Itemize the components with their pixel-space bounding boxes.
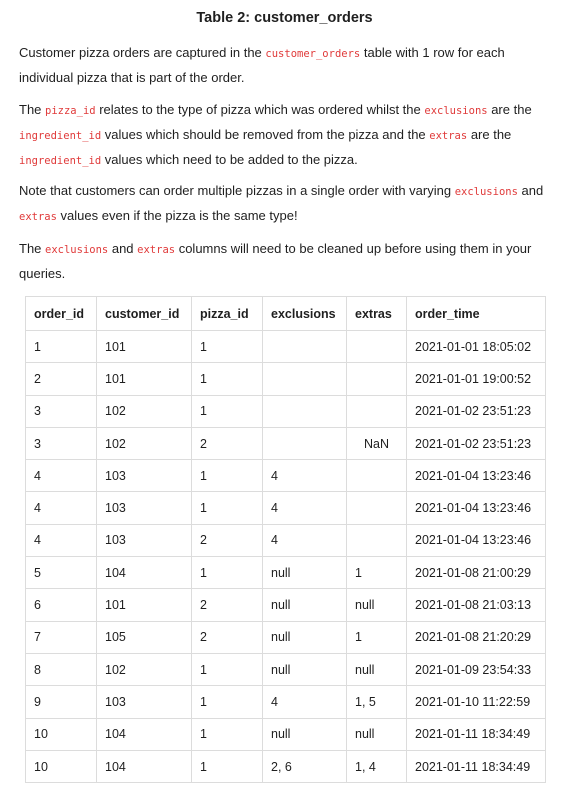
exclusions-cell (263, 363, 347, 395)
extras-cell: null (347, 718, 407, 750)
exclusions-cell: 4 (263, 492, 347, 524)
order-time-cell: 2021-01-04 13:23:46 (407, 460, 546, 492)
exclusions-cell (263, 395, 347, 427)
customer-id-cell: 102 (97, 395, 192, 427)
table-body (26, 331, 546, 783)
inline-code: exclusions (45, 244, 109, 256)
customer-id-cell: 101 (97, 589, 192, 621)
exclusions-cell: null (263, 589, 347, 621)
extras-cell: 1 (347, 621, 407, 653)
pizza-id-cell: 1 (192, 557, 263, 589)
inline-code: pizza_id (45, 105, 96, 117)
table-row (26, 718, 546, 750)
order-id-cell: 4 (26, 492, 97, 524)
pizza-id-cell: 2 (192, 621, 263, 653)
order-id-cell: 10 (26, 718, 97, 750)
extras-cell: 1 (347, 557, 407, 589)
customer-id-cell: 103 (97, 686, 192, 718)
text: relates to the type of pizza which was ordered whilst the (95, 102, 425, 117)
text: values which need to be added to the pizza. (101, 152, 358, 167)
inline-code: ingredient_id (19, 130, 102, 142)
inline-code: customer_orders (265, 48, 361, 60)
text: values which should be removed from the pizza and the (101, 127, 430, 142)
extras-cell (347, 460, 407, 492)
column-header: exclusions (263, 297, 347, 331)
customer-id-cell: 104 (97, 750, 192, 782)
table-row (26, 395, 546, 427)
inline-code: exclusions (424, 105, 488, 117)
pizza-id-cell: 1 (192, 718, 263, 750)
column-header: customer_id (97, 297, 192, 331)
text: are the (467, 127, 512, 142)
order-time-cell: 2021-01-02 23:51:23 (407, 395, 546, 427)
customer-id-cell: 102 (97, 653, 192, 685)
inline-code: exclusions (454, 186, 518, 198)
table-row (26, 750, 546, 782)
order-time-cell: 2021-01-08 21:20:29 (407, 621, 546, 653)
pizza-id-cell: 1 (192, 750, 263, 782)
order-id-cell: 2 (26, 363, 97, 395)
table-row (26, 460, 546, 492)
order-time-cell: 2021-01-01 18:05:02 (407, 331, 546, 363)
pizza-id-cell: 2 (192, 524, 263, 556)
text: and (108, 241, 138, 256)
exclusions-cell: null (263, 557, 347, 589)
order-id-cell: 4 (26, 524, 97, 556)
text: values even if the pizza is the same type! (56, 208, 298, 223)
table-row (26, 492, 546, 524)
order-id-cell: 9 (26, 686, 97, 718)
table-row (26, 621, 546, 653)
extras-cell: 1, 4 (347, 750, 407, 782)
text: Customer pizza orders are captured in the (19, 45, 266, 60)
order-time-cell: 2021-01-04 13:23:46 (407, 492, 546, 524)
pizza-id-cell: 1 (192, 686, 263, 718)
pizza-id-cell: 1 (192, 331, 263, 363)
customer-id-cell: 101 (97, 363, 192, 395)
extras-cell (347, 524, 407, 556)
extras-cell: null (347, 589, 407, 621)
order-time-cell: 2021-01-01 19:00:52 (407, 363, 546, 395)
order-id-cell: 8 (26, 653, 97, 685)
text: columns will need to be cleaned up before using them in your queries. (19, 241, 532, 281)
order-time-cell: 2021-01-02 23:51:23 (407, 427, 546, 459)
text: table with 1 row for each individual pizza that is part of the order. (19, 45, 505, 85)
inline-code: ingredient_id (19, 155, 102, 167)
table-row (26, 363, 546, 395)
text: and (517, 183, 544, 198)
paragraph-note (19, 179, 549, 229)
table-row (26, 589, 546, 621)
exclusions-cell: 4 (263, 460, 347, 492)
inline-code: extras (429, 130, 468, 142)
table-row (26, 427, 546, 459)
order-id-cell: 10 (26, 750, 97, 782)
inline-code: extras (19, 211, 57, 223)
extras-cell: NaN (347, 427, 407, 459)
pizza-id-cell: 1 (192, 460, 263, 492)
text: The (19, 102, 46, 117)
customer-id-cell: 101 (97, 331, 192, 363)
section-title: Table 2: customer_orders (196, 10, 373, 26)
exclusions-cell: null (263, 718, 347, 750)
extras-cell: 1, 5 (347, 686, 407, 718)
column-header: extras (347, 297, 407, 331)
customer-id-cell: 104 (97, 557, 192, 589)
table-row (26, 686, 546, 718)
column-header: pizza_id (192, 297, 263, 331)
paragraph-table-description (19, 41, 549, 90)
table-header-row (26, 297, 546, 331)
customer-id-cell: 102 (97, 427, 192, 459)
extras-cell (347, 395, 407, 427)
order-time-cell: 2021-01-11 18:34:49 (407, 718, 546, 750)
extras-cell: null (347, 653, 407, 685)
extras-cell (347, 363, 407, 395)
customer-orders-table (25, 296, 546, 783)
text: The (19, 241, 46, 256)
order-time-cell: 2021-01-11 18:34:49 (407, 750, 546, 782)
table-row (26, 331, 546, 363)
table-row (26, 557, 546, 589)
order-id-cell: 3 (26, 395, 97, 427)
table-row (26, 653, 546, 685)
order-time-cell: 2021-01-10 11:22:59 (407, 686, 546, 718)
exclusions-cell (263, 427, 347, 459)
exclusions-cell: 2, 6 (263, 750, 347, 782)
order-time-cell: 2021-01-09 23:54:33 (407, 653, 546, 685)
column-header: order_time (407, 297, 546, 331)
pizza-id-cell: 2 (192, 427, 263, 459)
paragraph-column-description (19, 98, 549, 173)
column-header: order_id (26, 297, 97, 331)
pizza-id-cell: 1 (192, 395, 263, 427)
order-id-cell: 5 (26, 557, 97, 589)
exclusions-cell: 4 (263, 686, 347, 718)
extras-cell (347, 331, 407, 363)
customer-id-cell: 105 (97, 621, 192, 653)
pizza-id-cell: 2 (192, 589, 263, 621)
pizza-id-cell: 1 (192, 492, 263, 524)
table-row (26, 524, 546, 556)
order-id-cell: 7 (26, 621, 97, 653)
customer-id-cell: 104 (97, 718, 192, 750)
order-time-cell: 2021-01-08 21:00:29 (407, 557, 546, 589)
exclusions-cell: null (263, 653, 347, 685)
exclusions-cell (263, 331, 347, 363)
pizza-id-cell: 1 (192, 653, 263, 685)
exclusions-cell: 4 (263, 524, 347, 556)
order-time-cell: 2021-01-04 13:23:46 (407, 524, 546, 556)
text: Note that customers can order multiple pizzas in a single order with varying (19, 183, 455, 198)
customer-id-cell: 103 (97, 524, 192, 556)
customer-id-cell: 103 (97, 460, 192, 492)
order-time-cell: 2021-01-08 21:03:13 (407, 589, 546, 621)
extras-cell (347, 492, 407, 524)
paragraph-cleanup (19, 237, 549, 286)
pizza-id-cell: 1 (192, 363, 263, 395)
exclusions-cell: null (263, 621, 347, 653)
order-id-cell: 6 (26, 589, 97, 621)
inline-code: extras (137, 244, 176, 256)
text: are the (487, 102, 532, 117)
order-id-cell: 4 (26, 460, 97, 492)
order-id-cell: 1 (26, 331, 97, 363)
customer-id-cell: 103 (97, 492, 192, 524)
order-id-cell: 3 (26, 427, 97, 459)
